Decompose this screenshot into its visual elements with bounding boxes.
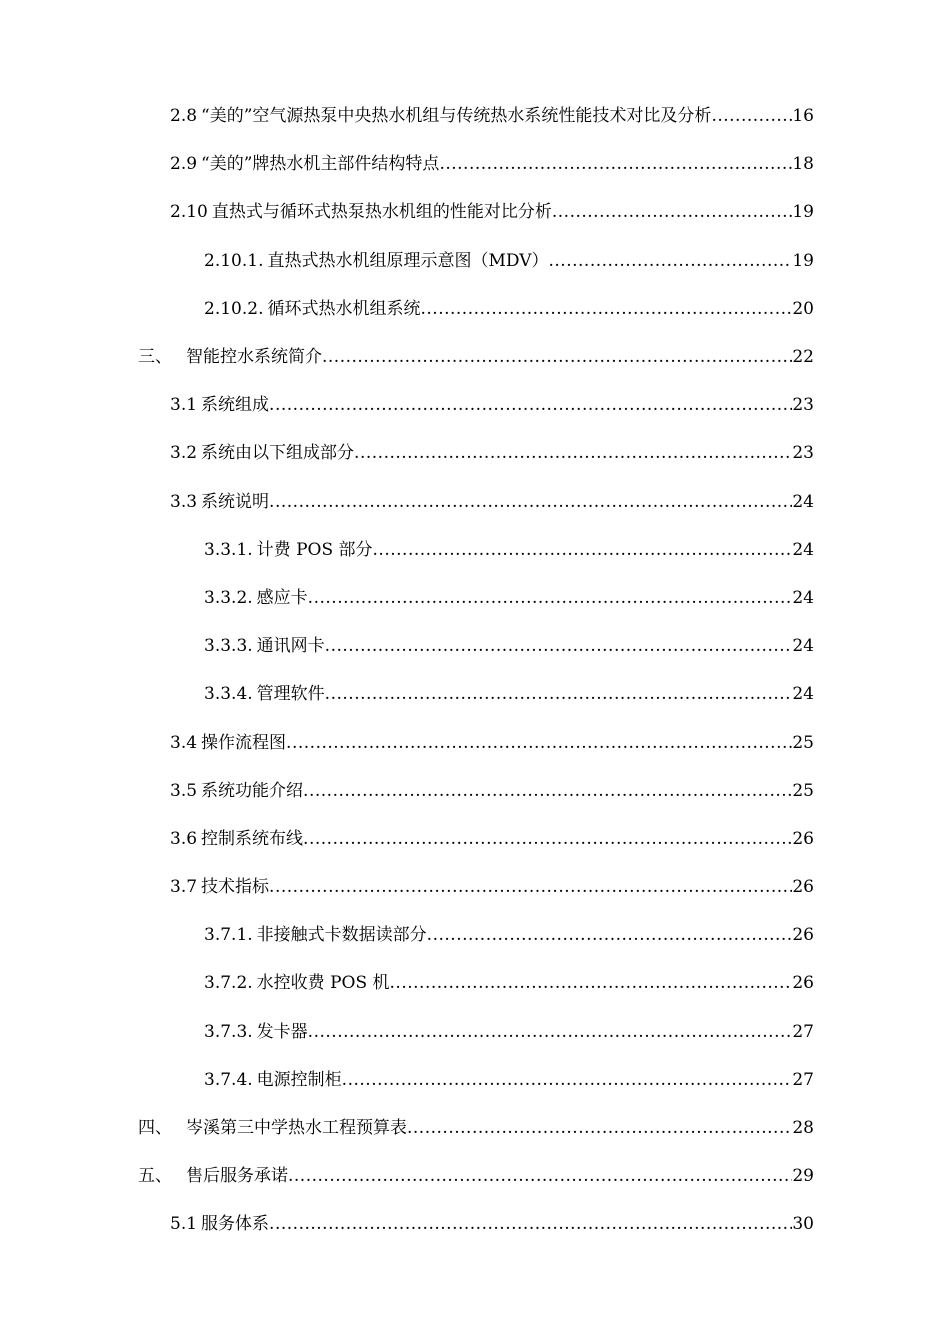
toc-entry[interactable] (0, 815, 950, 863)
toc-entry-number: 3.7.2. (204, 973, 253, 994)
toc-entry-page-number: 28 (792, 1118, 814, 1139)
toc-entry-number: 2.10.1. (204, 250, 264, 271)
toc-entry-number: 3.3 (170, 491, 198, 512)
toc-dot-leader (325, 682, 793, 706)
toc-entry-number: 3.7 (170, 877, 198, 898)
toc-entry-title: 水控收费 POS 机 (256, 973, 390, 994)
toc-entry-title: 技术指标 (201, 877, 270, 898)
toc-entry-number: 2.10 (170, 202, 208, 223)
toc-dot-leader (439, 152, 792, 176)
toc-entry[interactable] (0, 140, 950, 188)
toc-entry-number: 三、 (138, 347, 172, 368)
toc-entry-title: 电源控制柜 (256, 1069, 342, 1090)
toc-entry-title: 服务体系 (201, 1214, 270, 1235)
toc-entry[interactable] (0, 478, 950, 526)
toc-dot-leader (303, 779, 792, 803)
toc-entry-page-number: 20 (792, 298, 814, 319)
toc-dot-leader (373, 538, 793, 562)
toc-entry-page-number: 25 (792, 732, 814, 753)
toc-entry-page-number: 24 (792, 491, 814, 512)
toc-dot-leader (407, 1116, 792, 1140)
toc-entry[interactable] (0, 526, 950, 574)
toc-entry-title: 计费 POS 部分 (256, 539, 373, 560)
toc-dot-leader (427, 923, 793, 947)
toc-entry[interactable] (0, 959, 950, 1007)
toc-entry-title: “美的”牌热水机主部件结构特点 (201, 154, 440, 175)
toc-entry-page-number: 24 (792, 587, 814, 608)
toc-entry-number: 3.5 (170, 780, 198, 801)
toc-entry-page-number: 19 (792, 202, 814, 223)
toc-entry[interactable] (0, 333, 950, 381)
toc-dot-leader (308, 1020, 793, 1044)
toc-entry-title: 智能控水系统简介 (186, 347, 322, 368)
toc-entry-title: 管理软件 (256, 684, 325, 705)
toc-entry[interactable] (0, 622, 950, 670)
toc-dot-leader (269, 393, 792, 417)
toc-entry-number: 3.7.3. (204, 1021, 253, 1042)
toc-entry-number: 五、 (138, 1166, 172, 1187)
toc-entry-page-number: 24 (792, 539, 814, 560)
toc-entry[interactable] (0, 911, 950, 959)
toc-entry-number: 四、 (138, 1118, 172, 1139)
toc-entry-page-number: 18 (792, 154, 814, 175)
toc-entry-page-number: 29 (792, 1166, 814, 1187)
toc-entry[interactable] (0, 767, 950, 815)
toc-entry-title: 售后服务承诺 (186, 1166, 288, 1187)
toc-entry-title: 系统说明 (201, 491, 270, 512)
toc-entry-page-number: 24 (792, 636, 814, 657)
toc-entry-number: 2.10.2. (204, 298, 264, 319)
toc-dot-leader (286, 731, 792, 755)
toc-entry-title: 循环式热水机组系统 (267, 298, 421, 319)
toc-entry-title: “美的”空气源热泵中央热水机组与传统热水系统性能技术对比及分析 (201, 106, 712, 127)
toc-entry-title: 系统功能介绍 (201, 780, 304, 801)
toc-entry-number: 2.8 (170, 106, 198, 127)
toc-entry-title: 直热式与循环式热泵热水机组的性能对比分析 (211, 202, 552, 223)
toc-entry[interactable] (0, 1152, 950, 1200)
toc-dot-leader (303, 827, 792, 851)
toc-entry-number: 5.1 (170, 1214, 198, 1235)
toc-entry-page-number: 27 (792, 1069, 814, 1090)
toc-entry[interactable] (0, 188, 950, 236)
toc-entry[interactable] (0, 863, 950, 911)
toc-entry-page-number: 26 (792, 828, 814, 849)
toc-entry[interactable] (0, 1200, 950, 1248)
toc-entry[interactable] (0, 718, 950, 766)
toc-entry-page-number: 25 (792, 780, 814, 801)
toc-entry[interactable] (0, 670, 950, 718)
toc-entry-page-number: 24 (792, 684, 814, 705)
toc-dot-leader (549, 249, 793, 273)
toc-entry-number: 3.4 (170, 732, 198, 753)
toc-entry-title: 感应卡 (256, 587, 308, 608)
toc-dot-leader (711, 104, 792, 128)
toc-entry-number: 3.1 (170, 395, 198, 416)
toc-dot-leader (269, 875, 792, 899)
toc-dot-leader (420, 297, 792, 321)
toc-entry-number: 3.3.3. (204, 636, 253, 657)
toc-entry-number: 3.3.1. (204, 539, 253, 560)
toc-dot-leader (269, 1212, 792, 1236)
toc-entry-title: 控制系统布线 (201, 828, 304, 849)
toc-entry-title: 岑溪第三中学热水工程预算表 (186, 1118, 407, 1139)
toc-entry-title: 非接触式卡数据读部分 (256, 925, 427, 946)
toc-entry-page-number: 19 (792, 250, 814, 271)
toc-dot-leader (390, 971, 793, 995)
toc-entry-title: 通讯网卡 (256, 636, 325, 657)
toc-entry-page-number: 27 (792, 1021, 814, 1042)
toc-entry[interactable] (0, 429, 950, 477)
toc-entry-number: 3.2 (170, 443, 198, 464)
toc-entry-number: 3.7.1. (204, 925, 253, 946)
toc-entry-number: 2.9 (170, 154, 198, 175)
toc-entry-title: 系统由以下组成部分 (201, 443, 355, 464)
toc-entry-page-number: 22 (792, 347, 814, 368)
toc-dot-leader (552, 200, 793, 224)
toc-dot-leader (269, 490, 792, 514)
toc-entry-number: 3.6 (170, 828, 198, 849)
toc-entry[interactable] (0, 574, 950, 622)
toc-entry-page-number: 26 (792, 973, 814, 994)
toc-entry-page-number: 16 (792, 106, 814, 127)
toc-entry[interactable] (0, 92, 950, 140)
toc-dot-leader (308, 586, 793, 610)
toc-entry-number: 3.3.4. (204, 684, 253, 705)
toc-entry[interactable] (0, 1008, 950, 1056)
toc-entry[interactable] (0, 1056, 950, 1104)
toc-entry-page-number: 23 (792, 443, 814, 464)
toc-dot-leader (342, 1068, 793, 1092)
toc-entry[interactable] (0, 285, 950, 333)
toc-dot-leader (354, 441, 792, 465)
toc-entry-title: 发卡器 (256, 1021, 308, 1042)
toc-entry-number: 3.3.2. (204, 587, 253, 608)
toc-entry-page-number: 23 (792, 395, 814, 416)
toc-entry-title: 操作流程图 (201, 732, 287, 753)
toc-entry[interactable] (0, 381, 950, 429)
toc-entry-page-number: 26 (792, 925, 814, 946)
toc-entry[interactable] (0, 237, 950, 285)
toc-entry-title: 系统组成 (201, 395, 270, 416)
toc-entry-page-number: 30 (792, 1214, 814, 1235)
toc-entry-title: 直热式热水机组原理示意图（MDV） (267, 250, 549, 271)
toc-dot-leader (325, 634, 793, 658)
toc-dot-leader (288, 1164, 792, 1188)
table-of-contents (0, 92, 950, 1249)
toc-entry-number: 3.7.4. (204, 1069, 253, 1090)
toc-entry[interactable] (0, 1104, 950, 1152)
toc-dot-leader (322, 345, 792, 369)
toc-entry-page-number: 26 (792, 877, 814, 898)
